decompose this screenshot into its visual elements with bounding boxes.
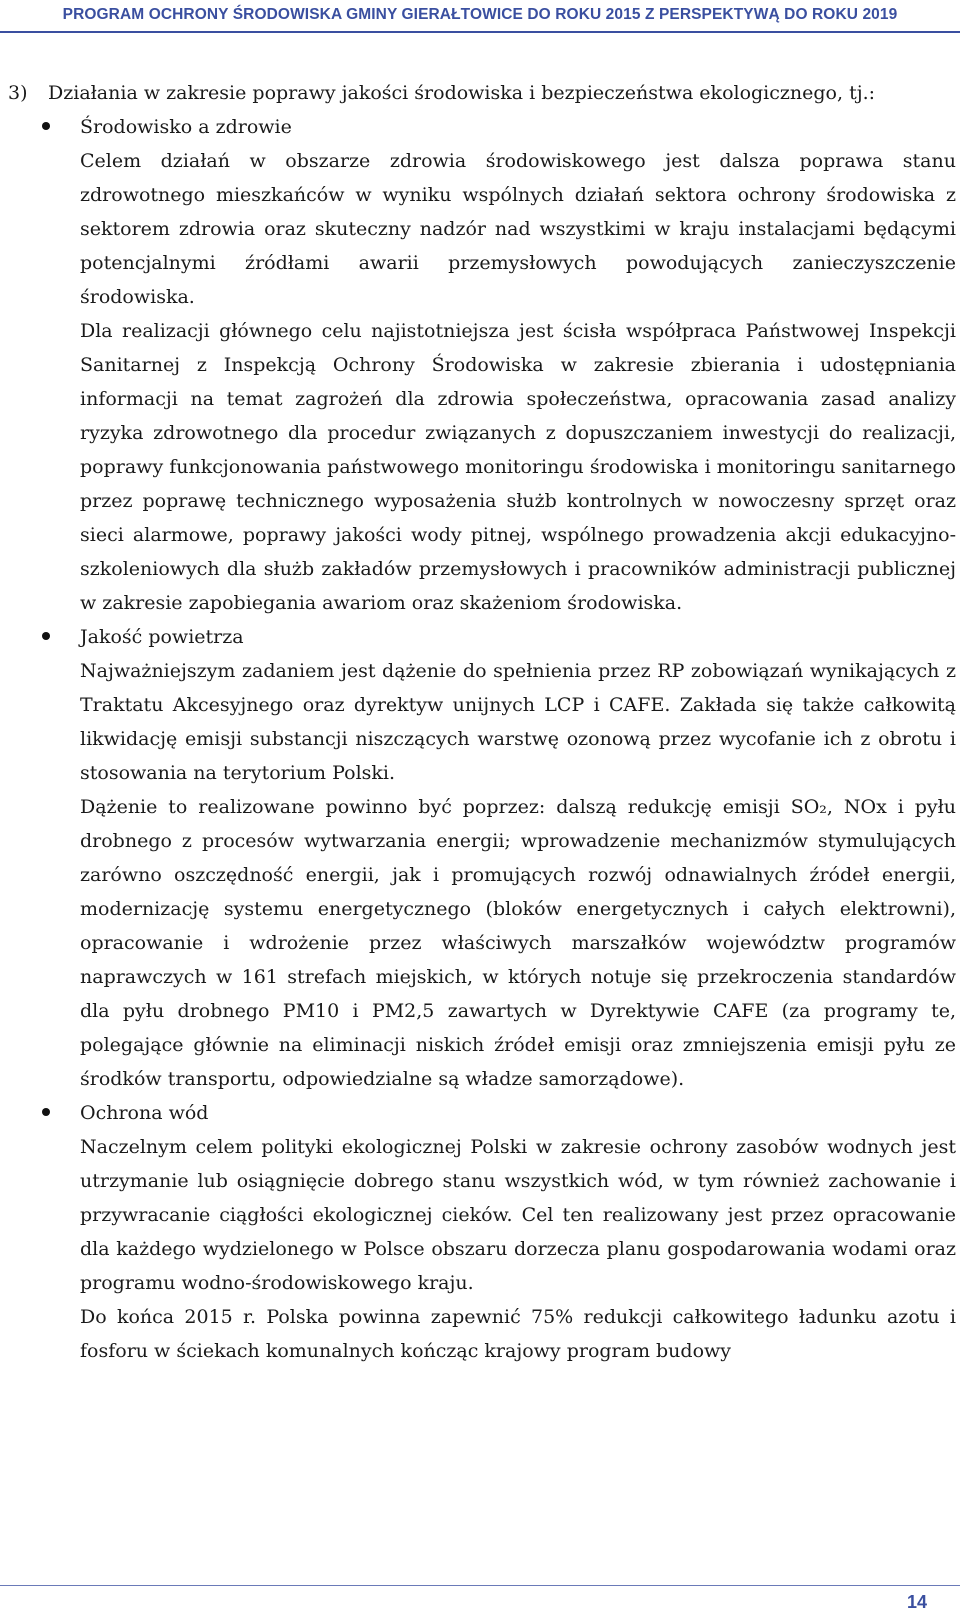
list-item-title: Środowisko a zdrowie: [80, 116, 292, 138]
paragraph: Dążenie to realizowane powinno być poprzez: dalszą redukcję emisji SO₂, NOx i pyłu drobnego z procesów wytwarzania energii; wprowadzenie mechanizmów stymulujących zarówno oszczędność energii, jak i promujących rozwój odnawialnych źródeł energii, modernizację systemu energetycznego (bloków energetycznych i całych elektrowni), opracowanie i wdrożenie przez właściwych marszałków województw programów naprawczych w 161 strefach miejskich, w których notuje się przekroczenia standardów dla pyłu drobnego PM10 i PM2,5 zawartych w Dyrektywie CAFE (za programy te, polegające głównie na eliminacji niskich źródeł emisji oraz zmniejszenia emisji pyłu ze środków transportu, odpowiedzialne są władze samorządowe).: [80, 796, 956, 1090]
paragraph: Dla realizacji głównego celu najistotniejsza jest ścisła współpraca Państwowej Inspekcji Sanitarnej z Inspekcją Ochrony Środowiska w zakresie zbierania i udostępniania informacji na temat zagrożeń dla zdrowia społeczeństwa, opracowania zasad analizy ryzyka zdrowotnego dla procedur związanych z dopuszczaniem inwestycji do realizacji, poprawy funkcjonowania państwowego monitoringu środowiska i monitoringu sanitarnego przez poprawę technicznego wyposażenia służb kontrolnych w nowoczesny sprzęt oraz sieci alarmowe, poprawy jakości wody pitnej, wspólnego prowadzenia akcji edukacyjno-szkoleniowych dla służb zakładów przemysłowych i pracowników administracji publicznej w zakresie zapobiegania awariom oraz skażeniom środowiska.: [80, 320, 956, 614]
list-item-air-quality: [8, 620, 956, 1096]
section-intro-text: Działania w zakresie poprawy jakości środowiska i bezpieczeństwa ekologicznego, tj.:: [48, 82, 876, 104]
list-item-environment-health: [8, 110, 956, 620]
paragraph: Naczelnym celem polityki ekologicznej Polski w zakresie ochrony zasobów wodnych jest utrzymanie lub osiągnięcie dobrego stanu wszystkich wód, w tym również zachowanie i przywracanie ciągłości ekologicznej cieków. Cel ten realizowany jest przez opracowanie dla każdego wydzielonego w Polsce obszaru dorzecza planu gospodarowania wodami oraz programu wodno-środowiskowego kraju.: [80, 1136, 956, 1294]
bullet-icon: [42, 632, 50, 640]
bullet-icon: [42, 1108, 50, 1116]
page-number: 14: [906, 1592, 927, 1612]
header-divider: [0, 31, 960, 33]
paragraph: Do końca 2015 r. Polska powinna zapewnić 75% redukcji całkowitego ładunku azotu i fosforu w ściekach komunalnych kończąc krajowy program budowy: [80, 1306, 956, 1362]
footer-divider: [0, 1585, 960, 1586]
section-number: 3): [8, 82, 28, 104]
list-item-title: Jakość powietrza: [80, 626, 244, 648]
paragraph: Celem działań w obszarze zdrowia środowiskowego jest dalsza poprawa stanu zdrowotnego mieszkańców w wyniku wspólnych działań sektora ochrony środowiska z sektorem zdrowia oraz skuteczny nadzór nad wszystkimi w kraju instalacjami będącymi potencjalnymi źródłami awarii przemysłowych powodujących zanieczyszczenie środowiska.: [80, 150, 956, 308]
page-header-title: PROGRAM OCHRONY ŚRODOWISKA GMINY GIERAŁTOWICE DO ROKU 2015 Z PERSPEKTYWĄ DO ROKU 2019: [62, 6, 898, 23]
paragraph: Najważniejszym zadaniem jest dążenie do spełnienia przez RP zobowiązań wynikających z Traktatu Akcesyjnego oraz dyrektyw unijnych LCP i CAFE. Zakłada się także całkowitą likwidację emisji substancji niszczących warstwę ozonową przez wycofanie ich z obrotu i stosowania na terytorium Polski.: [80, 660, 956, 784]
bullet-icon: [42, 122, 50, 130]
list-item-water-protection: [8, 1096, 956, 1368]
section-intro: [8, 76, 956, 110]
document-body: [8, 76, 956, 1368]
list-item-title: Ochrona wód: [80, 1102, 209, 1124]
